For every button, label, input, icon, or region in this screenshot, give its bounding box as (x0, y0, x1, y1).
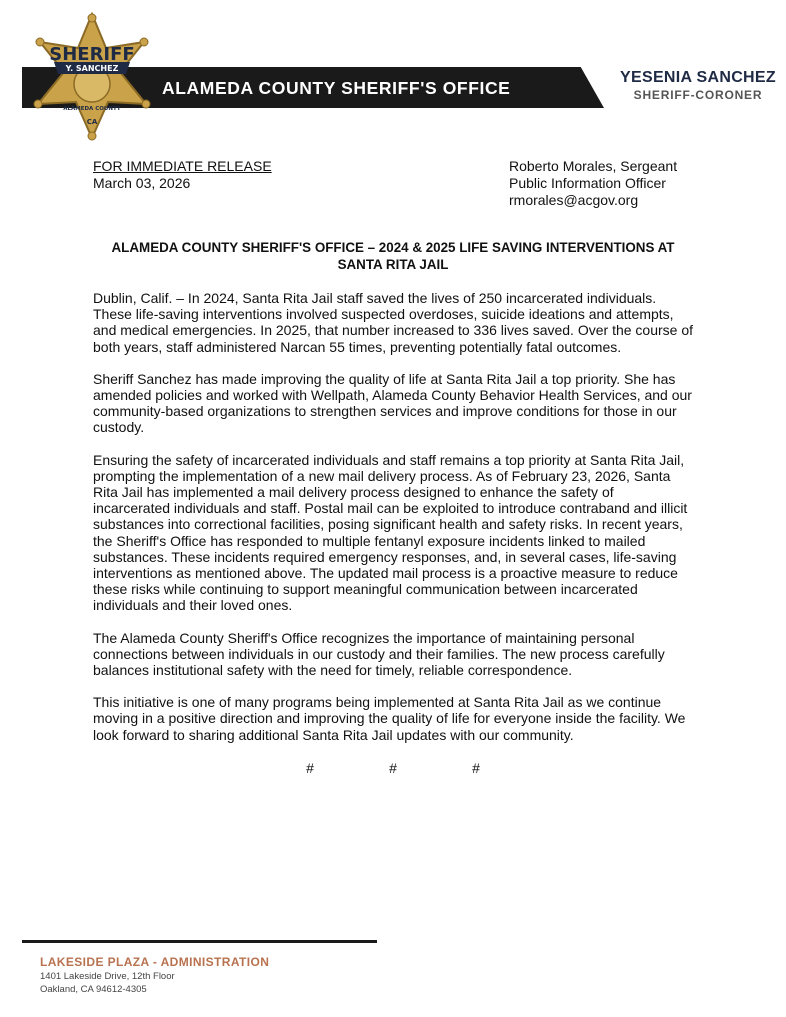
sheriff-badge-icon (28, 12, 156, 142)
badge-word: SHERIFF (49, 44, 135, 65)
badge-county: ALAMEDA COUNTY (63, 106, 121, 112)
contact-email[interactable]: rmorales@acgov.org (509, 192, 639, 208)
release-label: FOR IMMEDIATE RELEASE (93, 158, 272, 174)
sheriff-title: SHERIFF-CORONER (633, 88, 763, 102)
body-text (93, 290, 693, 759)
contact-role: Public Information Officer (509, 175, 666, 191)
press-release-headline: ALAMEDA COUNTY SHERIFF'S OFFICE – 2024 & 2025 LIFE SAVING INTERVENTIONS AT SANTA RITA JAIL (111, 240, 675, 272)
paragraph: Sheriff Sanchez has made improving the quality of life at Santa Rita Jail a top priority. She has amended policies and worked with Wellpath, Alameda County Behavior Health Services, and our community-based organizations to strengthen services and improve conditions for those in our custody. (93, 370, 692, 436)
paragraph: The Alameda County Sheriff's Office recognizes the importance of maintaining personal connections between individuals in our custody and their families. The new process carefully balances institutional safety with the need for timely, reliable correspondence. (93, 629, 665, 679)
footer-address-line-2: Oakland, CA 94612-4305 (40, 984, 147, 995)
end-mark: # (306, 760, 314, 776)
end-mark: # (472, 760, 480, 776)
office-title: ALAMEDA COUNTY SHERIFF'S OFFICE (162, 78, 511, 98)
contact-info (509, 158, 677, 209)
contact-name: Roberto Morales, Sergeant (509, 158, 678, 174)
footer-divider (22, 940, 377, 943)
badge-state: CA (86, 118, 98, 126)
end-mark: # (389, 760, 397, 776)
release-date: March 03, 2026 (93, 175, 191, 191)
sheriff-name: YESENIA SANCHEZ (620, 69, 776, 86)
release-info (93, 158, 272, 192)
paragraph: Dublin, Calif. – In 2024, Santa Rita Jail staff saved the lives of 250 incarcerated individuals. These life-saving interventions involved suspected overdoses, suicide ideations and attempts, and medical emergencies. In 2025, that number increased to 336 lives saved. Over the course of both years, staff administered Narcan 55 times, preventing potentially fatal outcomes. (93, 290, 694, 355)
badge-name: Y. SANCHEZ (65, 64, 119, 73)
paragraph: Ensuring the safety of incarcerated individuals and staff remains a top priority at Santa Rita Jail, prompting the implementation of a new mail delivery process. As of February 23, 2026, Santa Rita Jail has implemented a mail delivery process designed to enhance the safety of incarcerated individuals and staff. Postal mail can be exploited to introduce contraband and illicit substances into correctional facilities, posing significant health and safety risks. In recent years, the Sheriff's Office has responded to multiple fentanyl exposure incidents linked to mailed substances. These incidents required emergency responses, and, in several cases, life-saving interventions as mentioned above. The updated mail process is a proactive measure to reduce these risks while continuing to support meaningful communication between incarcerated individuals and their loved ones. (93, 451, 688, 614)
paragraph: This initiative is one of many programs being implemented at Santa Rita Jail as we continue moving in a positive direction and improving the quality of life for everyone inside the facility. We look forward to sharing additional Santa Rita Jail updates with our community. (93, 694, 686, 743)
footer-title: LAKESIDE PLAZA - ADMINISTRATION (40, 955, 270, 969)
footer-address-line-1: 1401 Lakeside Drive, 12th Floor (40, 971, 175, 982)
end-marks (300, 760, 486, 776)
